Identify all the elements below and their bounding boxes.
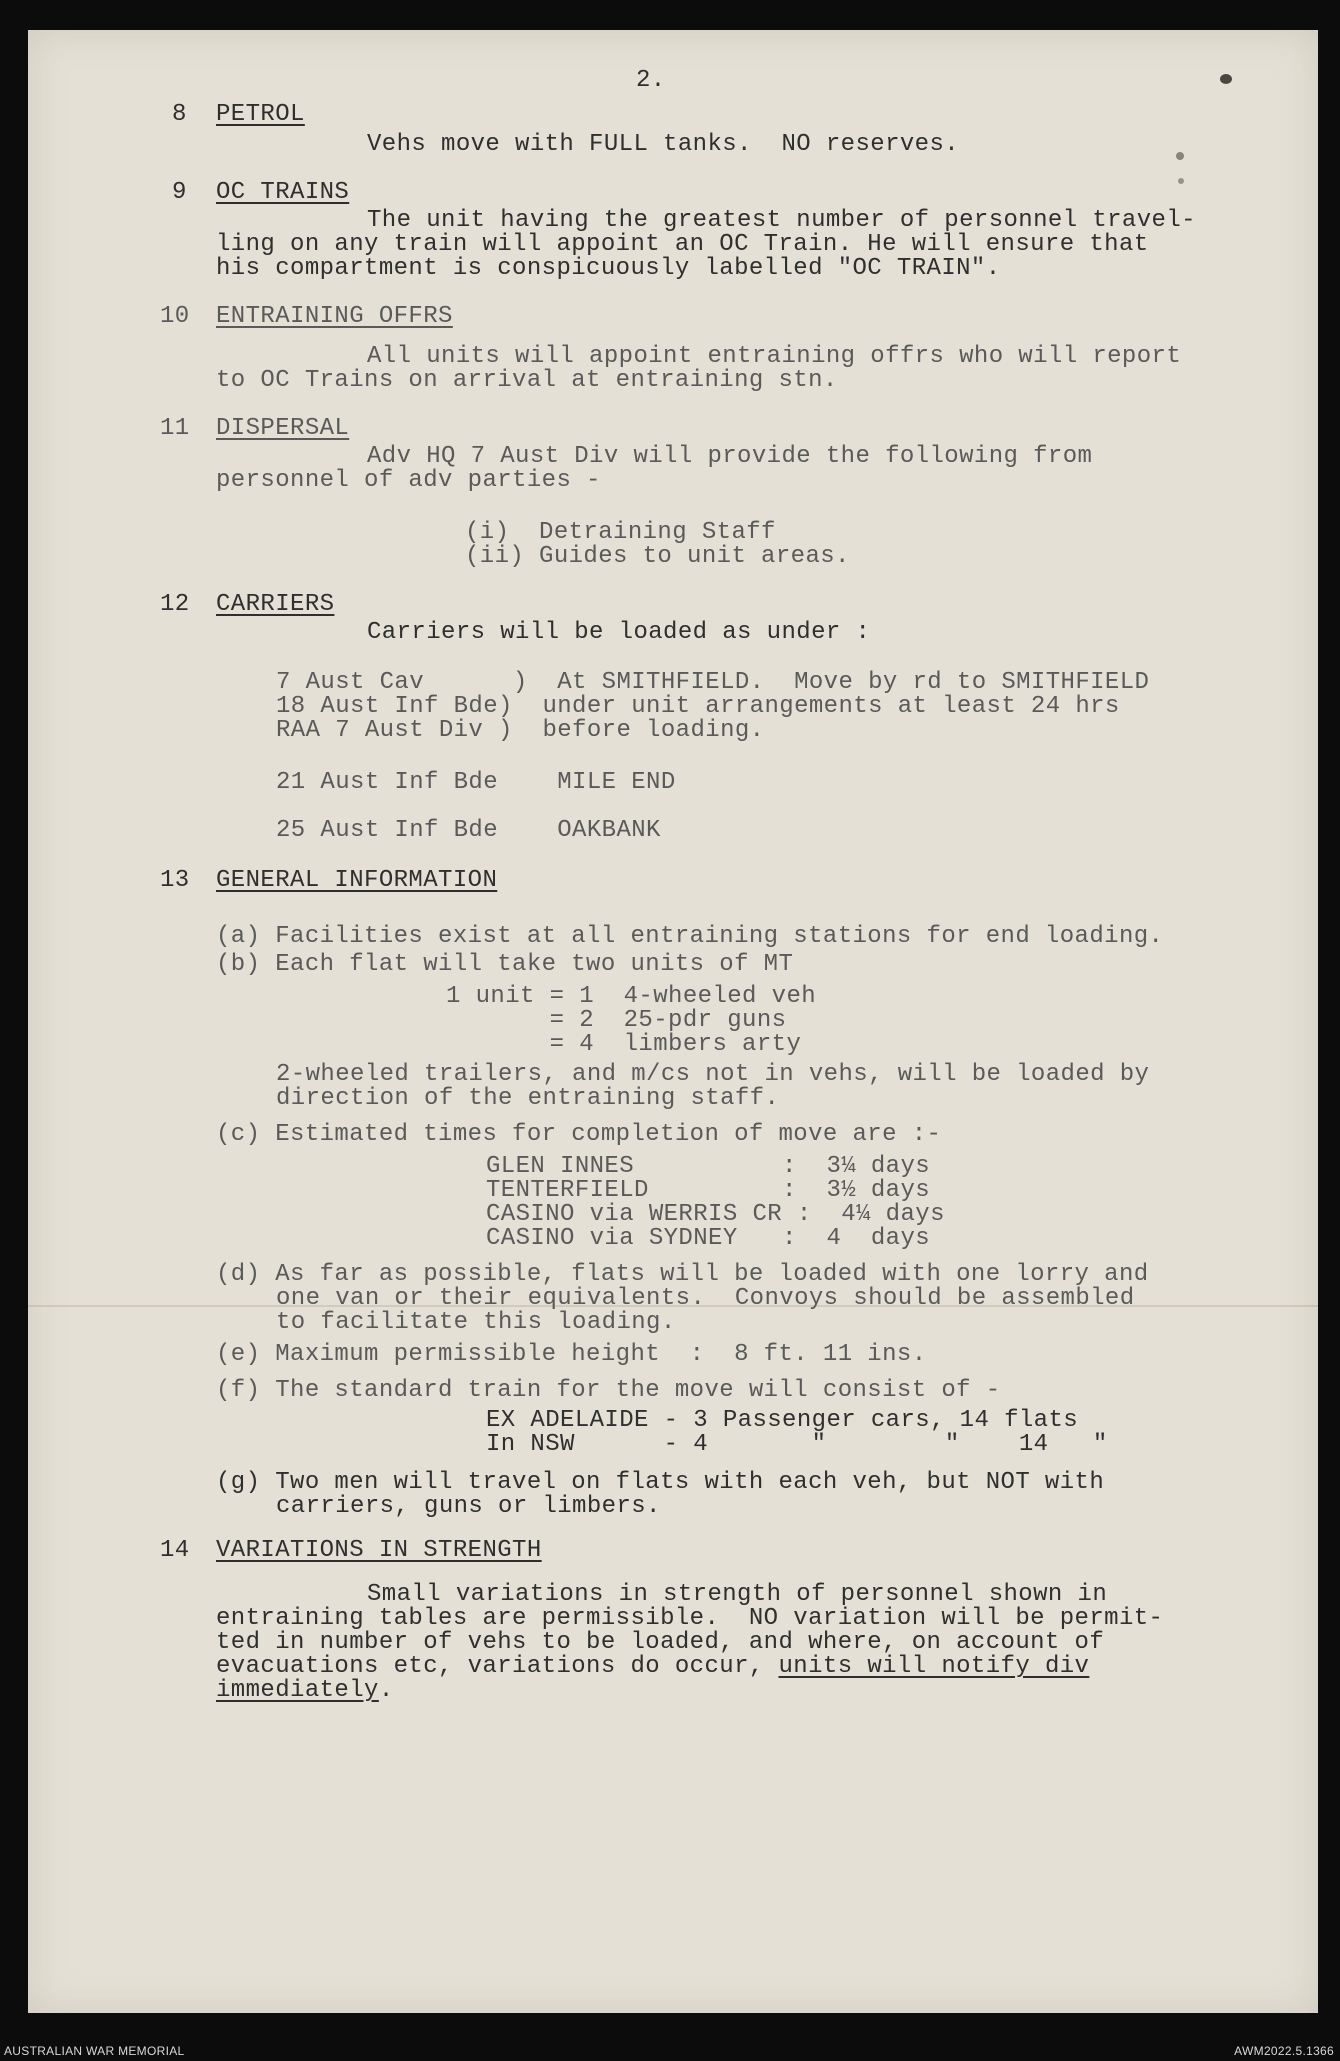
- table-row: RAA 7 Aust Div ) before loading.: [276, 717, 765, 744]
- section-text: entraining tables are permissible. NO variation will be permit-: [216, 1605, 1164, 1632]
- table-row: 18 Aust Inf Bde) under unit arrangements at least 24 hrs: [276, 693, 1120, 720]
- section-text: ted in number of vehs to be loaded, and where, on account of: [216, 1629, 1105, 1656]
- underlined-text: immediately: [216, 1677, 379, 1704]
- list-item: (f) The standard train for the move will consist of -: [216, 1377, 1001, 1404]
- section-number: 11: [160, 415, 190, 442]
- table-row: GLEN INNES : 3¼ days: [486, 1153, 931, 1180]
- section-text: Vehs move with FULL tanks. NO reserves.: [367, 131, 960, 158]
- section-number: 12: [160, 591, 190, 618]
- table-row: CASINO via SYDNEY : 4 days: [486, 1225, 931, 1252]
- list-item: (ii) Guides to unit areas.: [465, 543, 850, 570]
- section-number: 9: [172, 179, 187, 206]
- section-number: 8: [172, 101, 187, 128]
- list-item: (e) Maximum permissible height : 8 ft. 11 ins.: [216, 1341, 927, 1368]
- table-row: EX ADELAIDE - 3 Passenger cars, 14 flats: [486, 1407, 1079, 1434]
- list-item: (g) Two men will travel on flats with each veh, but NOT with: [216, 1469, 1105, 1496]
- section-heading: ENTRAINING OFFRS: [216, 303, 453, 330]
- section-heading: VARIATIONS IN STRENGTH: [216, 1537, 542, 1564]
- section-number: 14: [160, 1537, 190, 1564]
- section-text: ling on any train will appoint an OC Train. He will ensure that: [216, 231, 1149, 258]
- ink-mark: [1220, 74, 1232, 84]
- section-text: personnel of adv parties -: [216, 467, 601, 494]
- section-number: 13: [160, 867, 190, 894]
- section-text: carriers, guns or limbers.: [276, 1493, 661, 1520]
- table-row: TENTERFIELD : 3½ days: [486, 1177, 931, 1204]
- footer-right: AWM2022.5.1366: [1234, 2044, 1334, 2058]
- list-item: (d) As far as possible, flats will be loaded with one lorry and: [216, 1261, 1149, 1288]
- section-heading: GENERAL INFORMATION: [216, 867, 498, 894]
- document-page: [28, 30, 1318, 2013]
- section-text: to OC Trains on arrival at entraining stn.: [216, 367, 838, 394]
- section-text: The unit having the greatest number of personnel travel-: [367, 207, 1196, 234]
- section-text: Carriers will be loaded as under :: [367, 619, 871, 646]
- section-heading: CARRIERS: [216, 591, 335, 618]
- section-text: to facilitate this loading.: [276, 1309, 676, 1336]
- section-text: 2-wheeled trailers, and m/cs not in vehs, will be loaded by: [276, 1061, 1150, 1088]
- section-number: 10: [160, 303, 190, 330]
- section-text: one van or their equivalents. Convoys should be assembled: [276, 1285, 1135, 1312]
- section-text: direction of the entraining staff.: [276, 1085, 780, 1112]
- underlined-text: units will notify div: [778, 1653, 1090, 1680]
- table-row: 21 Aust Inf Bde MILE END: [276, 769, 676, 796]
- list-item: (c) Estimated times for completion of move are :-: [216, 1121, 942, 1148]
- footer-left: AUSTRALIAN WAR MEMORIAL: [4, 2044, 185, 2058]
- list-item: (b) Each flat will take two units of MT: [216, 951, 794, 978]
- table-row: = 4 limbers arty: [446, 1031, 802, 1058]
- table-row: = 2 25-pdr guns: [446, 1007, 787, 1034]
- table-row: 25 Aust Inf Bde OAKBANK: [276, 817, 661, 844]
- text-run: .: [378, 1677, 394, 1704]
- section-text: [216, 1678, 394, 1704]
- list-item: (i) Detraining Staff: [465, 519, 776, 546]
- ink-mark: [1176, 152, 1184, 160]
- section-text: All units will appoint entraining offrs who will report: [367, 343, 1182, 370]
- ink-mark: [1178, 178, 1184, 184]
- section-heading: PETROL: [216, 101, 305, 128]
- text-run: evacuations etc, variations do occur,: [216, 1653, 779, 1680]
- table-row: In NSW - 4 " " 14 ": [486, 1431, 1108, 1458]
- page-number: 2.: [636, 67, 666, 94]
- table-row: 1 unit = 1 4-wheeled veh: [446, 983, 817, 1010]
- list-item: (a) Facilities exist at all entraining stations for end loading.: [216, 923, 1164, 950]
- section-text: Adv HQ 7 Aust Div will provide the following from: [367, 443, 1093, 470]
- table-row: CASINO via WERRIS CR : 4¼ days: [486, 1201, 945, 1228]
- table-row: 7 Aust Cav ) At SMITHFIELD. Move by rd to SMITHFIELD: [276, 669, 1150, 696]
- section-heading: DISPERSAL: [216, 415, 350, 442]
- section-text: his compartment is conspicuously labelled "OC TRAIN".: [216, 255, 1001, 282]
- section-text: Small variations in strength of personnel shown in: [367, 1581, 1108, 1608]
- section-heading: OC TRAINS: [216, 179, 350, 206]
